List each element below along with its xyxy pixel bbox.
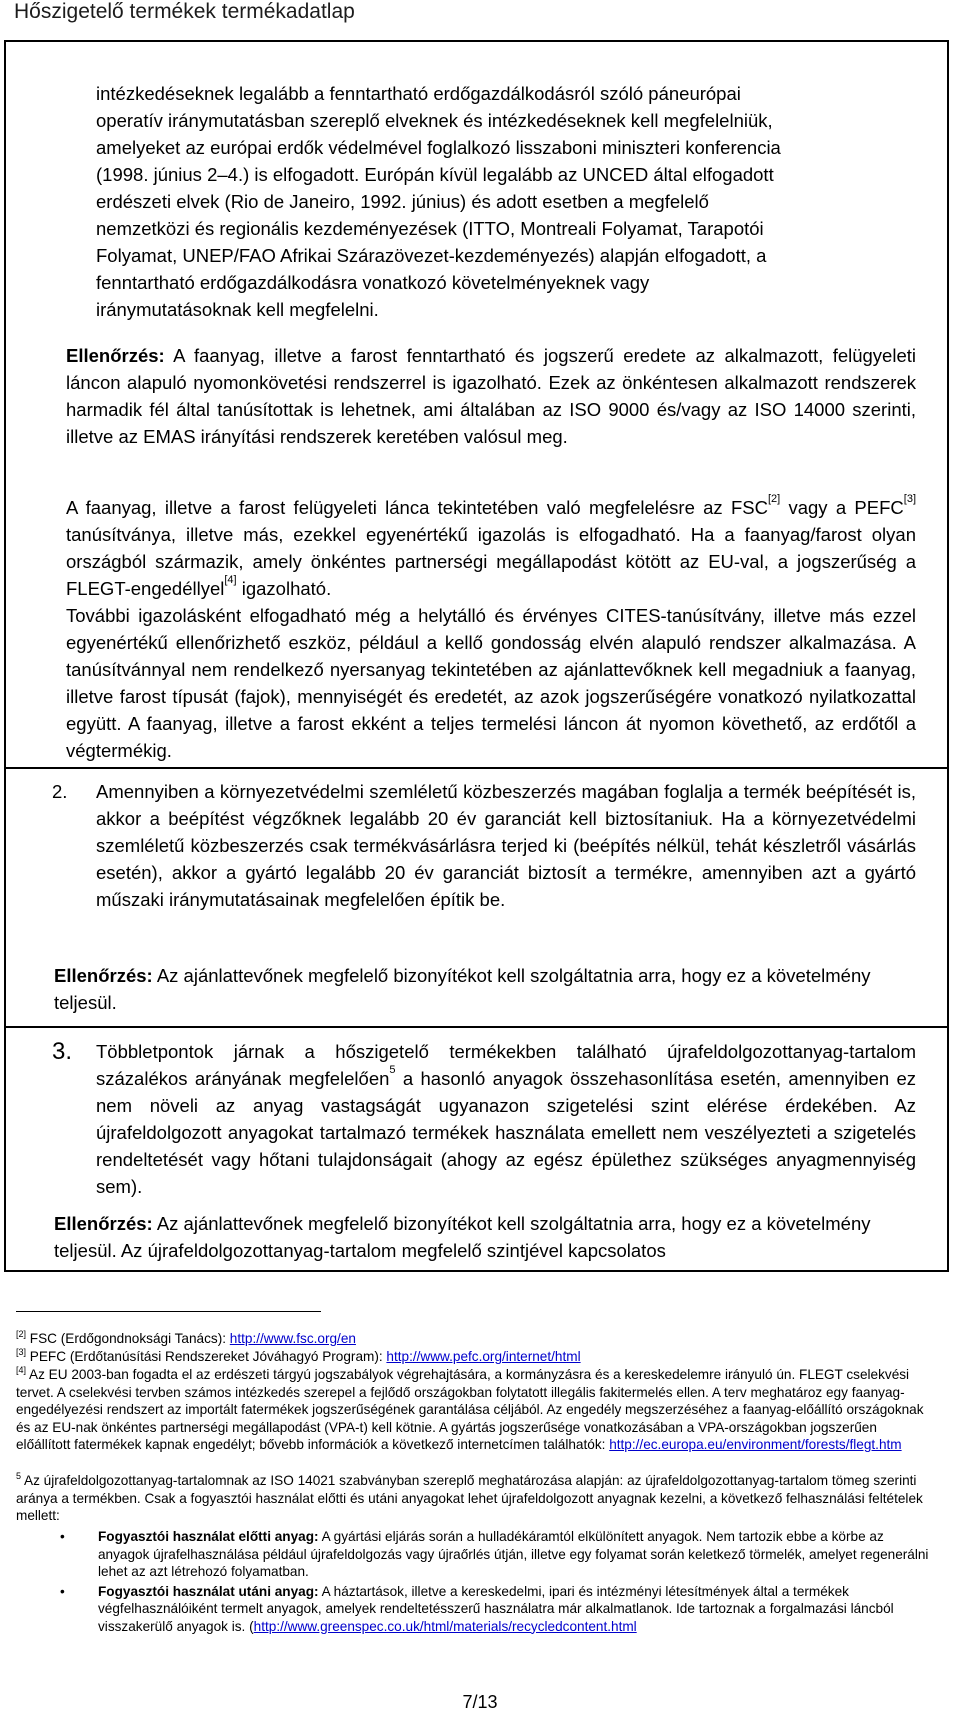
- verification-text: Az ajánlattevőnek megfelelő bizonyítékot kell szolgáltatnia arra, hogy ez a követelmény teljesül.: [54, 965, 871, 1013]
- verification-text: Az ajánlattevőnek megfelelő bizonyítékot kell szolgáltatnia arra, hogy ez a követelmény teljesül. Az újrafeldolgozottanyag-tartalom megfelelő szintjével kapcsolatos: [54, 1213, 871, 1261]
- footnote-text: Az újrafeldolgozottanyag-tartalomnak az ISO 14021 szabványban szereplő meghatározása alapján: az újrafeldolgozottanyag-tartalom tömeg szerinti aránya a termékben. Csak a fogyasztói használat előtti és utáni anyagokat lehet újrafeldolgozott anyagnak kezelni, a következő felhasználási feltételek mellett:: [16, 1473, 923, 1523]
- bullet-icon: •: [60, 1529, 65, 1544]
- footnote-3: [16, 1348, 930, 1366]
- paragraph-text: tanúsítványa, illetve más, ezekkel egyenértékű igazolás is elfogadható. Ha a faanyag/farost olyan országból származik, amely önkéntes partnerségi megállapodást kötött az EU-val, a jogszerűség a FLEGT-engedéllyel: [66, 524, 916, 599]
- criterion-2-verification: [54, 962, 914, 1016]
- text-line: iránymutatásoknak kell megfelelni.: [96, 299, 379, 320]
- verification-label: Ellenőrzés:: [66, 345, 165, 366]
- footnote-ref-4: [4]: [224, 574, 237, 586]
- definition-term: Fogyasztói használat előtti anyag:: [98, 1529, 319, 1544]
- criterion-number-2: 2.: [52, 781, 68, 802]
- list-item: [50, 1583, 930, 1636]
- section-divider: [6, 767, 947, 769]
- footnote-mark: [2]: [16, 1329, 27, 1339]
- footnote-text: Az EU 2003-ban fogadta el az erdészeti tárgyú jogszabályok végrehajtására, a kormányzásra és a kereskedelemre irányuló ún. FLEGT cselekvési tervet. A cselekvési tervben számos intézkedés szerepel a fejlődő országokban folytatott illegális fakitermelés ellen. A terv meghatároz egy faanyag-engedélyezési rendszert az importált fatermékek jogszerűségének garantálása céljából. Az engedély megszerzéséhez a faanyag-előállító országoknak és az EU-nak önkéntes partnerségi megállapodást (VPA-t) kell kötnie. A gyártás jogszerűsége vonatkozásában a VPA-országokban jogszerűen előállított fatermékek kapnak engedélyt; bővebb információk a következő internetcímen találhatók:: [16, 1367, 924, 1452]
- criterion-2-text: Amennyiben a környezetvédelmi szemléletű közbeszerzés magában foglalja a termék beépítését is, akkor a beépítést végzőknek legalább 20 év garanciát kell biztosítaniuk. Ha a környezetvédelmi szemléletű közbeszerzés csak termékvásárlásra terjed ki (beépítés nélkül, tehát készletről vásárlás esetén), akkor a gyártó legalább 20 év garanciát biztosít a termékre, amennyiben azt a gyártó műszaki iránymutatásainak megfelelően építik be.: [96, 781, 916, 910]
- definition-term: Fogyasztói használat utáni anyag:: [98, 1583, 319, 1599]
- page-number: 7/13: [462, 1692, 498, 1712]
- fsc-link[interactable]: http://www.fsc.org/en: [229, 1331, 356, 1346]
- cites-paragraph: További igazolásként elfogadható még a helytálló és érvényes CITES-tanúsítvány, illetve más ezzel egyenértékű ellenőrizhető eszköz, például a kellő gondosság elvén alapuló rendszer alkalmazása. A tanúsítvánnyal nem rendelkező nyersanyag tekintetében az ajánlattevőknek kell megadniuk a faanyag, illetve farost típusát (fajok), mennyiségét és eredetét, az azok jogszerűségére vonatkozó nyilatkozattal együtt. A faanyag, illetve a farost ekként a teljes termelési láncon át nyomon követhető, az erdőtől a végtermékig.: [66, 605, 916, 761]
- footnote-4: [16, 1366, 930, 1454]
- criteria-frame: [4, 40, 949, 1272]
- footnote-2: [16, 1330, 930, 1348]
- footnote-5: [16, 1472, 930, 1525]
- footnote-separator: [16, 1311, 321, 1312]
- text-line: Folyamat, UNEP/FAO Afrikai Szárazövezet-kezdeményezés) alapján elfogadott, a: [96, 245, 767, 266]
- text-line: fenntartható erdőgazdálkodásra vonatkozó követelményeknek vagy: [96, 272, 650, 293]
- section-divider: [6, 1026, 947, 1028]
- list-item: [50, 1528, 930, 1581]
- footnote-mark: 5: [16, 1471, 22, 1481]
- flegt-link[interactable]: http://ec.europa.eu/environment/forests/flegt.htm: [609, 1437, 902, 1452]
- text-line: (1998. június 2–4.) is elfogadott. Európán kívül legalább az UNCED által elfogadott: [96, 164, 774, 185]
- footnote-text: PEFC (Erdőtanúsítási Rendszereket Jóváhagyó Program):: [26, 1349, 387, 1364]
- criterion-3-verification: [54, 1210, 914, 1264]
- definition-text: A háztartások, illetve a kereskedelmi, ipari és intézményi létesítmények által a termékek végfelhasználóiként termelt anyagok, amelyek rendeltetésszerű használatra már alkalmatlanok. Ide tartoznak a forgalmazási láncból visszakerülő anyagok is. (: [98, 1583, 894, 1634]
- footnote-mark: [3]: [16, 1347, 27, 1357]
- verification-label: Ellenőrzés:: [54, 1213, 153, 1234]
- paragraph-text: a hasonló anyagok összehasonlítása esetén, amennyiben ez nem növeli az anyag vastagságát ugyanazon szigetelési szint elérése érdekében. Az újrafeldolgozott anyagokat tartalmazó termékek használata emellett nem veszélyezteti a szigetelés rendeltetését vagy hőtani tulajdonságait (ahogy az egész épülethez szükséges anyagmennyiség sem).: [96, 1068, 916, 1197]
- footnote-ref-2: [2]: [767, 493, 781, 505]
- paragraph-text: vagy a PEFC: [780, 497, 904, 518]
- footnote-text: FSC (Erdőgondnoksági Tanács):: [26, 1331, 230, 1346]
- text-line: amelyeket az európai erdők védelmével foglalkozó lisszaboni miniszteri konferencia: [96, 137, 781, 158]
- footnote-mark: [4]: [16, 1365, 27, 1375]
- paragraph-text: A faanyag, illetve a farost felügyeleti lánca tekintetében való megfelelésre az FSC: [66, 497, 768, 518]
- text-line: erdészeti elvek (Rio de Janeiro, 1992. június) és adott esetben a megfelelő: [96, 191, 709, 212]
- definition-text: A gyártási eljárás során a hulladékáramtól elkülönített anyagok. Nem tartozik ebbe a körbe az anyagok újrafelhasználása például újrafeldolgozás vagy újraőrlés útján, illetve egy folyamat során keletkező törmelék, amelyet regenerálni lehet az azt létrehozó folyamatban.: [98, 1529, 929, 1579]
- bullet-icon: •: [60, 1583, 65, 1599]
- footnote-ref-3: [3]: [903, 493, 916, 505]
- text-line: operatív iránymutatásban szereplő elveknek és intézkedéseknek kell megfelelniük,: [96, 110, 773, 131]
- verification-text: A faanyag, illetve a farost fenntartható és jogszerű eredete az alkalmazott, felügyeleti láncon alapuló nyomonkövetési rendszerrel is igazolható. Ezek az önkéntesen alkalmazott rendszerek harmadik fél által tanúsítottak is lehetnek, ami általában az ISO 9000 és/vagy az ISO 14000 szerinti, illetve az EMAS irányítási rendszerek keretében valósul meg.: [66, 345, 916, 447]
- criterion-3-text: [96, 1038, 916, 1200]
- criteria-1-verification: [66, 342, 916, 450]
- paragraph-text: igazolható.: [236, 578, 332, 599]
- recycled-content-definitions: [50, 1528, 930, 1637]
- verification-label: Ellenőrzés:: [54, 965, 153, 986]
- footnote-ref-5: 5: [389, 1064, 396, 1076]
- greenspec-link[interactable]: http://www.greenspec.co.uk/html/materials/recycledcontent.html: [253, 1618, 637, 1634]
- text-line: nemzetközi és regionális kezdeményezések (ITTO, Montreali Folyamat, Tarapotói: [96, 218, 764, 239]
- criterion-number-3: 3.: [52, 1038, 73, 1065]
- pefc-link[interactable]: http://www.pefc.org/internet/html: [386, 1349, 581, 1364]
- paragraph-text: Többletpontok járnak a hőszigetelő termékekben található újrafeldolgozottanyag-tartalom százalékos arányának megfelelően: [96, 1041, 916, 1089]
- page-header-title: Hőszigetelő termékek termékadatlap: [14, 0, 355, 23]
- criteria-1-continuation: [96, 80, 916, 323]
- text-line: intézkedéseknek legalább a fenntartható erdőgazdálkodásról szóló páneurópai: [96, 83, 741, 104]
- chain-of-custody-paragraph: [66, 494, 916, 602]
